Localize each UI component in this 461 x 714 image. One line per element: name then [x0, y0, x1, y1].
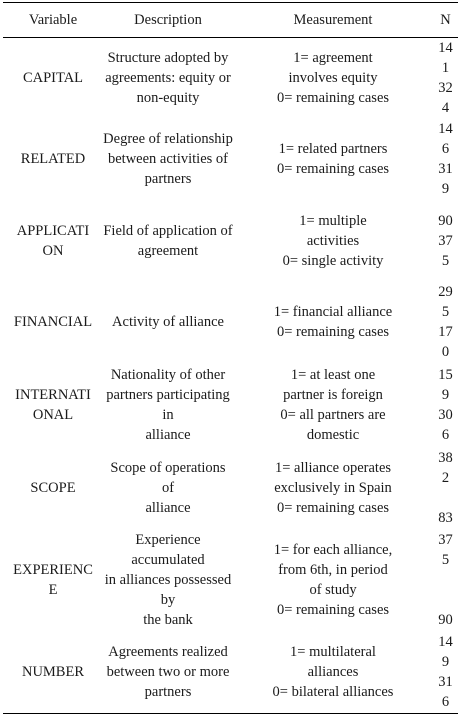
- measurement-cell: 1= multiple activities 0= single activity: [282, 212, 384, 269]
- description-cell: Scope of operations of alliance: [110, 459, 226, 516]
- table-row: [3, 528, 458, 632]
- header-variable: Variable: [3, 3, 103, 38]
- variable-cell: EXPERIENC E: [13, 561, 93, 598]
- measurement-cell: 1= related partners 0= remaining cases: [276, 141, 390, 177]
- header-description: Description: [103, 3, 233, 38]
- n-cell: 38 2 83: [438, 449, 453, 526]
- description-cell: Agreements realized between two or more partners: [103, 632, 233, 714]
- description-cell: Nationality of other partners participating in alliance: [106, 366, 230, 443]
- variable-cell: APPLICATI ON: [16, 222, 90, 259]
- variable-cell: NUMBER: [3, 632, 103, 714]
- variable-cell: INTERNATI ONAL: [15, 386, 91, 423]
- measurement-cell: 1= at least one partner is foreign 0= all partners are domestic: [280, 366, 386, 443]
- measurement-cell: 1= financial alliance 0= remaining cases: [273, 303, 393, 340]
- n-cell: 14 6 31 9: [438, 121, 453, 197]
- variable-cell: RELATED: [20, 151, 86, 167]
- table-row: [3, 282, 458, 362]
- n-cell: 90 37 5: [438, 212, 453, 269]
- variable-cell: SCOPE: [30, 479, 76, 496]
- table-row: [3, 119, 458, 200]
- header-n: N: [433, 3, 458, 38]
- header-measurement: Measurement: [233, 3, 433, 38]
- description-cell: Degree of relationship between activities of partners: [103, 131, 233, 187]
- variable-cell: CAPITAL: [22, 70, 84, 87]
- description-cell: Field of application of agreement: [103, 222, 233, 259]
- table-row: [3, 362, 458, 448]
- measurement-cell: 1= for each alliance, from 6th, in period of study 0= remaining cases: [273, 541, 393, 618]
- measurement-cell: 1= agreement involves equity 0= remaining cases: [276, 50, 390, 107]
- variable-cell: FINANCIAL: [13, 313, 93, 330]
- table-row: [3, 632, 458, 714]
- n-cell: 29 5 17 0: [438, 283, 453, 360]
- description-cell: Activity of alliance: [112, 313, 224, 330]
- n-cell: 14 9 31 6: [433, 632, 458, 714]
- description-cell: Experience accumulated in alliances possessed by the bank: [104, 531, 232, 628]
- description-cell: Structure adopted by agreements: equity or non-equity: [105, 50, 231, 107]
- n-cell: 37 5 90: [438, 531, 453, 628]
- measurement-cell: 1= alliance operates exclusively in Spain 0= remaining cases: [274, 459, 392, 516]
- n-cell: 14 1 32 4: [438, 40, 453, 117]
- table-row: [3, 448, 458, 528]
- table-row: [3, 38, 458, 119]
- n-cell: 15 9 30 6: [438, 366, 453, 443]
- table-row: [3, 200, 458, 282]
- variables-table: [3, 2, 458, 714]
- header-row: [3, 3, 458, 38]
- measurement-cell: 1= multilateral alliances 0= bilateral alliances: [233, 632, 433, 714]
